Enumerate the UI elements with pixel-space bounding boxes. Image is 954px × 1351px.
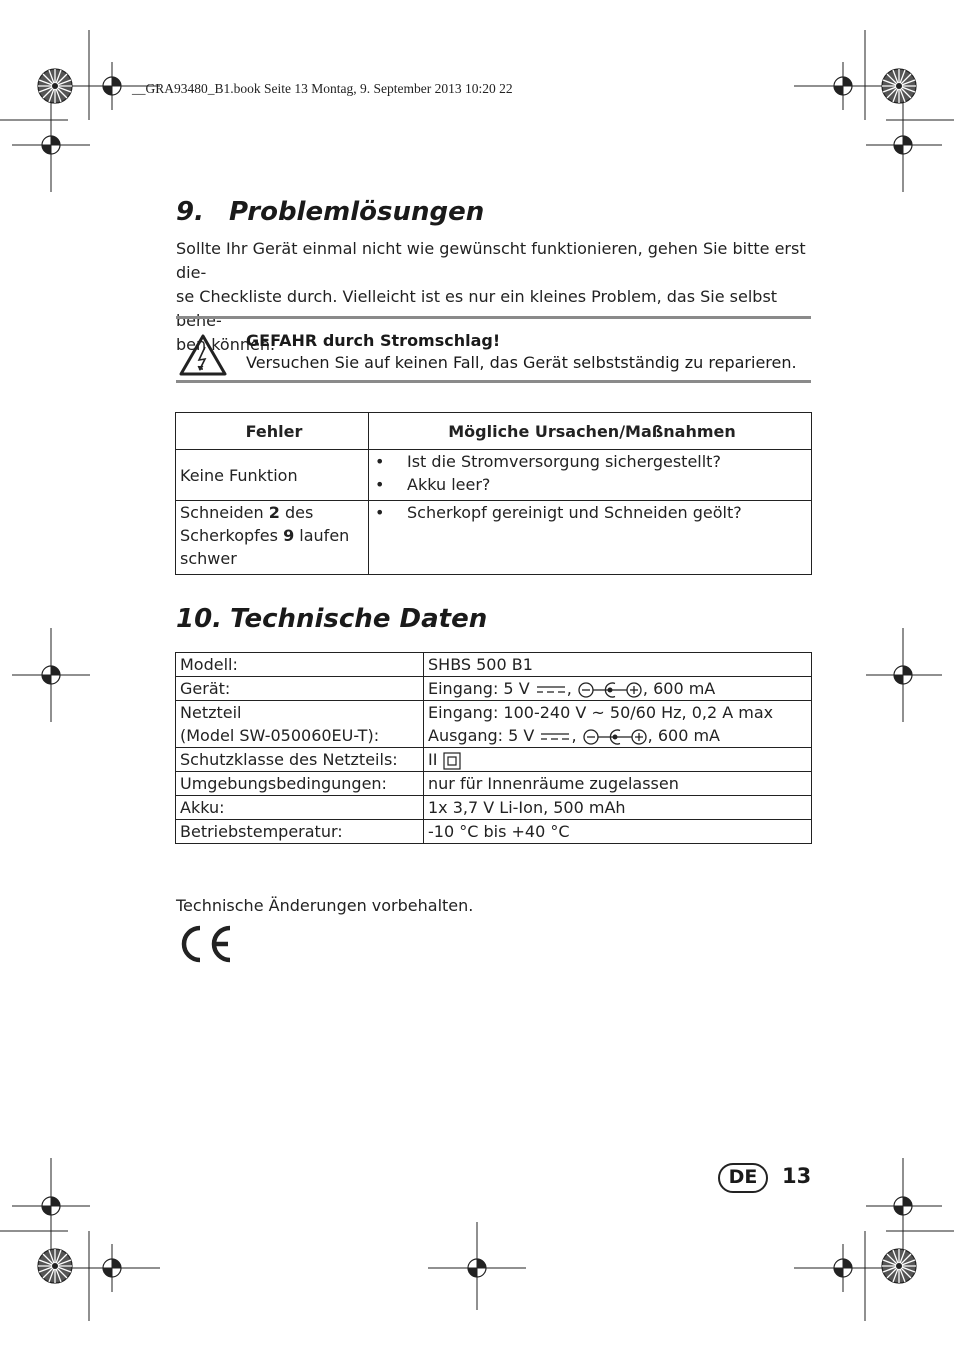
spec-value-line (428, 724, 811, 747)
spec-value-text: , (571, 726, 577, 745)
table-row (176, 653, 812, 677)
spec-value: nur für Innenräume zugelassen (424, 772, 812, 796)
page-number: 13 (782, 1164, 812, 1188)
protection-class-ii-icon (443, 752, 461, 770)
section-10-heading (176, 604, 487, 634)
spec-value-text: II (428, 750, 438, 769)
fault-text: Schneiden (180, 503, 269, 522)
table-row (176, 501, 812, 575)
spec-label: Akku: (176, 796, 424, 820)
spec-value-text: Eingang: 5 V (428, 679, 530, 698)
fault-cell: Keine Funktion (176, 450, 369, 501)
technical-data-table (175, 652, 812, 844)
spec-label: Umgebungsbedingungen: (176, 772, 424, 796)
cause-item: • Ist die Stromversorgung sichergestellt? (373, 450, 811, 473)
causes-cell (369, 501, 812, 575)
spec-value: SHBS 500 B1 (424, 653, 812, 677)
spec-label-line: Netzteil (180, 703, 242, 722)
dc-current-icon (539, 731, 571, 743)
language-badge: DE (718, 1163, 768, 1193)
danger-warning-box (176, 316, 811, 383)
section-9-title: Problemlösungen (229, 197, 485, 227)
spec-value: 1x 3,7 V Li-Ion, 500 mAh (424, 796, 812, 820)
polarity-icon (582, 727, 648, 747)
intro-line: se Checkliste durch. Vielleicht ist es nur ein kleines Problem, das Sie selbst behe- (176, 287, 778, 330)
causes-cell (369, 450, 812, 501)
polarity-icon (577, 680, 643, 700)
section-9-number: 9. (176, 197, 204, 227)
part-number: 2 (268, 503, 280, 522)
spec-value-text: , 600 mA (647, 726, 720, 745)
cause-item: • Akku leer? (373, 473, 811, 496)
spec-label-line: (Model SW-050060EU-T): (180, 726, 380, 745)
table-row (176, 450, 812, 501)
spec-value (424, 677, 812, 701)
spec-value-text: , (566, 679, 572, 698)
intro-line: Sollte Ihr Gerät einmal nicht wie gewünscht funktionieren, gehen Sie bitte erst die- (176, 239, 806, 282)
fault-text: laufen (294, 526, 350, 545)
ce-mark-icon (176, 924, 234, 964)
warning-title: GEFAHR durch Stromschlag! (246, 331, 501, 350)
fault-text: schwer (180, 549, 237, 568)
spec-label: Gerät: (176, 677, 424, 701)
column-header-causes: Mögliche Ursachen/Maßnahmen (369, 413, 812, 450)
spec-label: Schutzklasse des Netzteils: (176, 748, 424, 772)
spec-label (176, 701, 424, 748)
spec-label: Betriebstemperatur: (176, 820, 424, 844)
electric-shock-warning-icon (178, 333, 228, 377)
column-header-fault: Fehler (176, 413, 369, 450)
print-header-line: __GRA93480_B1.book Seite 13 Montag, 9. September 2013 10:20 22 (132, 81, 513, 96)
spec-value-line: Eingang: 100-240 V ~ 50/60 Hz, 0,2 A max (428, 703, 774, 722)
intro-line: ben können. (176, 335, 276, 354)
spec-label: Modell: (176, 653, 424, 677)
cause-item: • Scherkopf gereinigt und Schneiden geölt? (373, 501, 811, 524)
section-9-heading (176, 197, 484, 227)
spec-value: -10 °C bis +40 °C (424, 820, 812, 844)
table-row (176, 820, 812, 844)
spec-value (424, 748, 812, 772)
table-row (176, 701, 812, 748)
troubleshooting-table (175, 412, 812, 575)
fault-text: Scherkopfes (180, 526, 284, 545)
warning-text: Versuchen Sie auf keinen Fall, das Gerät selbstständig zu reparieren. (246, 353, 797, 372)
table-header-row (176, 413, 812, 450)
table-row (176, 748, 812, 772)
fault-text: des (279, 503, 314, 522)
section-10-title: Technische Daten (230, 604, 488, 634)
section-10-number: 10. (176, 604, 223, 634)
spec-value-text: , 600 mA (642, 679, 716, 698)
spec-value (424, 701, 812, 748)
table-row (176, 796, 812, 820)
table-row (176, 677, 812, 701)
dc-current-icon (535, 684, 567, 696)
spec-value-text: Ausgang: 5 V (428, 726, 535, 745)
table-row (176, 772, 812, 796)
technical-changes-note: Technische Änderungen vorbehalten. (176, 896, 474, 915)
part-number: 9 (283, 526, 295, 545)
fault-cell (176, 501, 369, 575)
